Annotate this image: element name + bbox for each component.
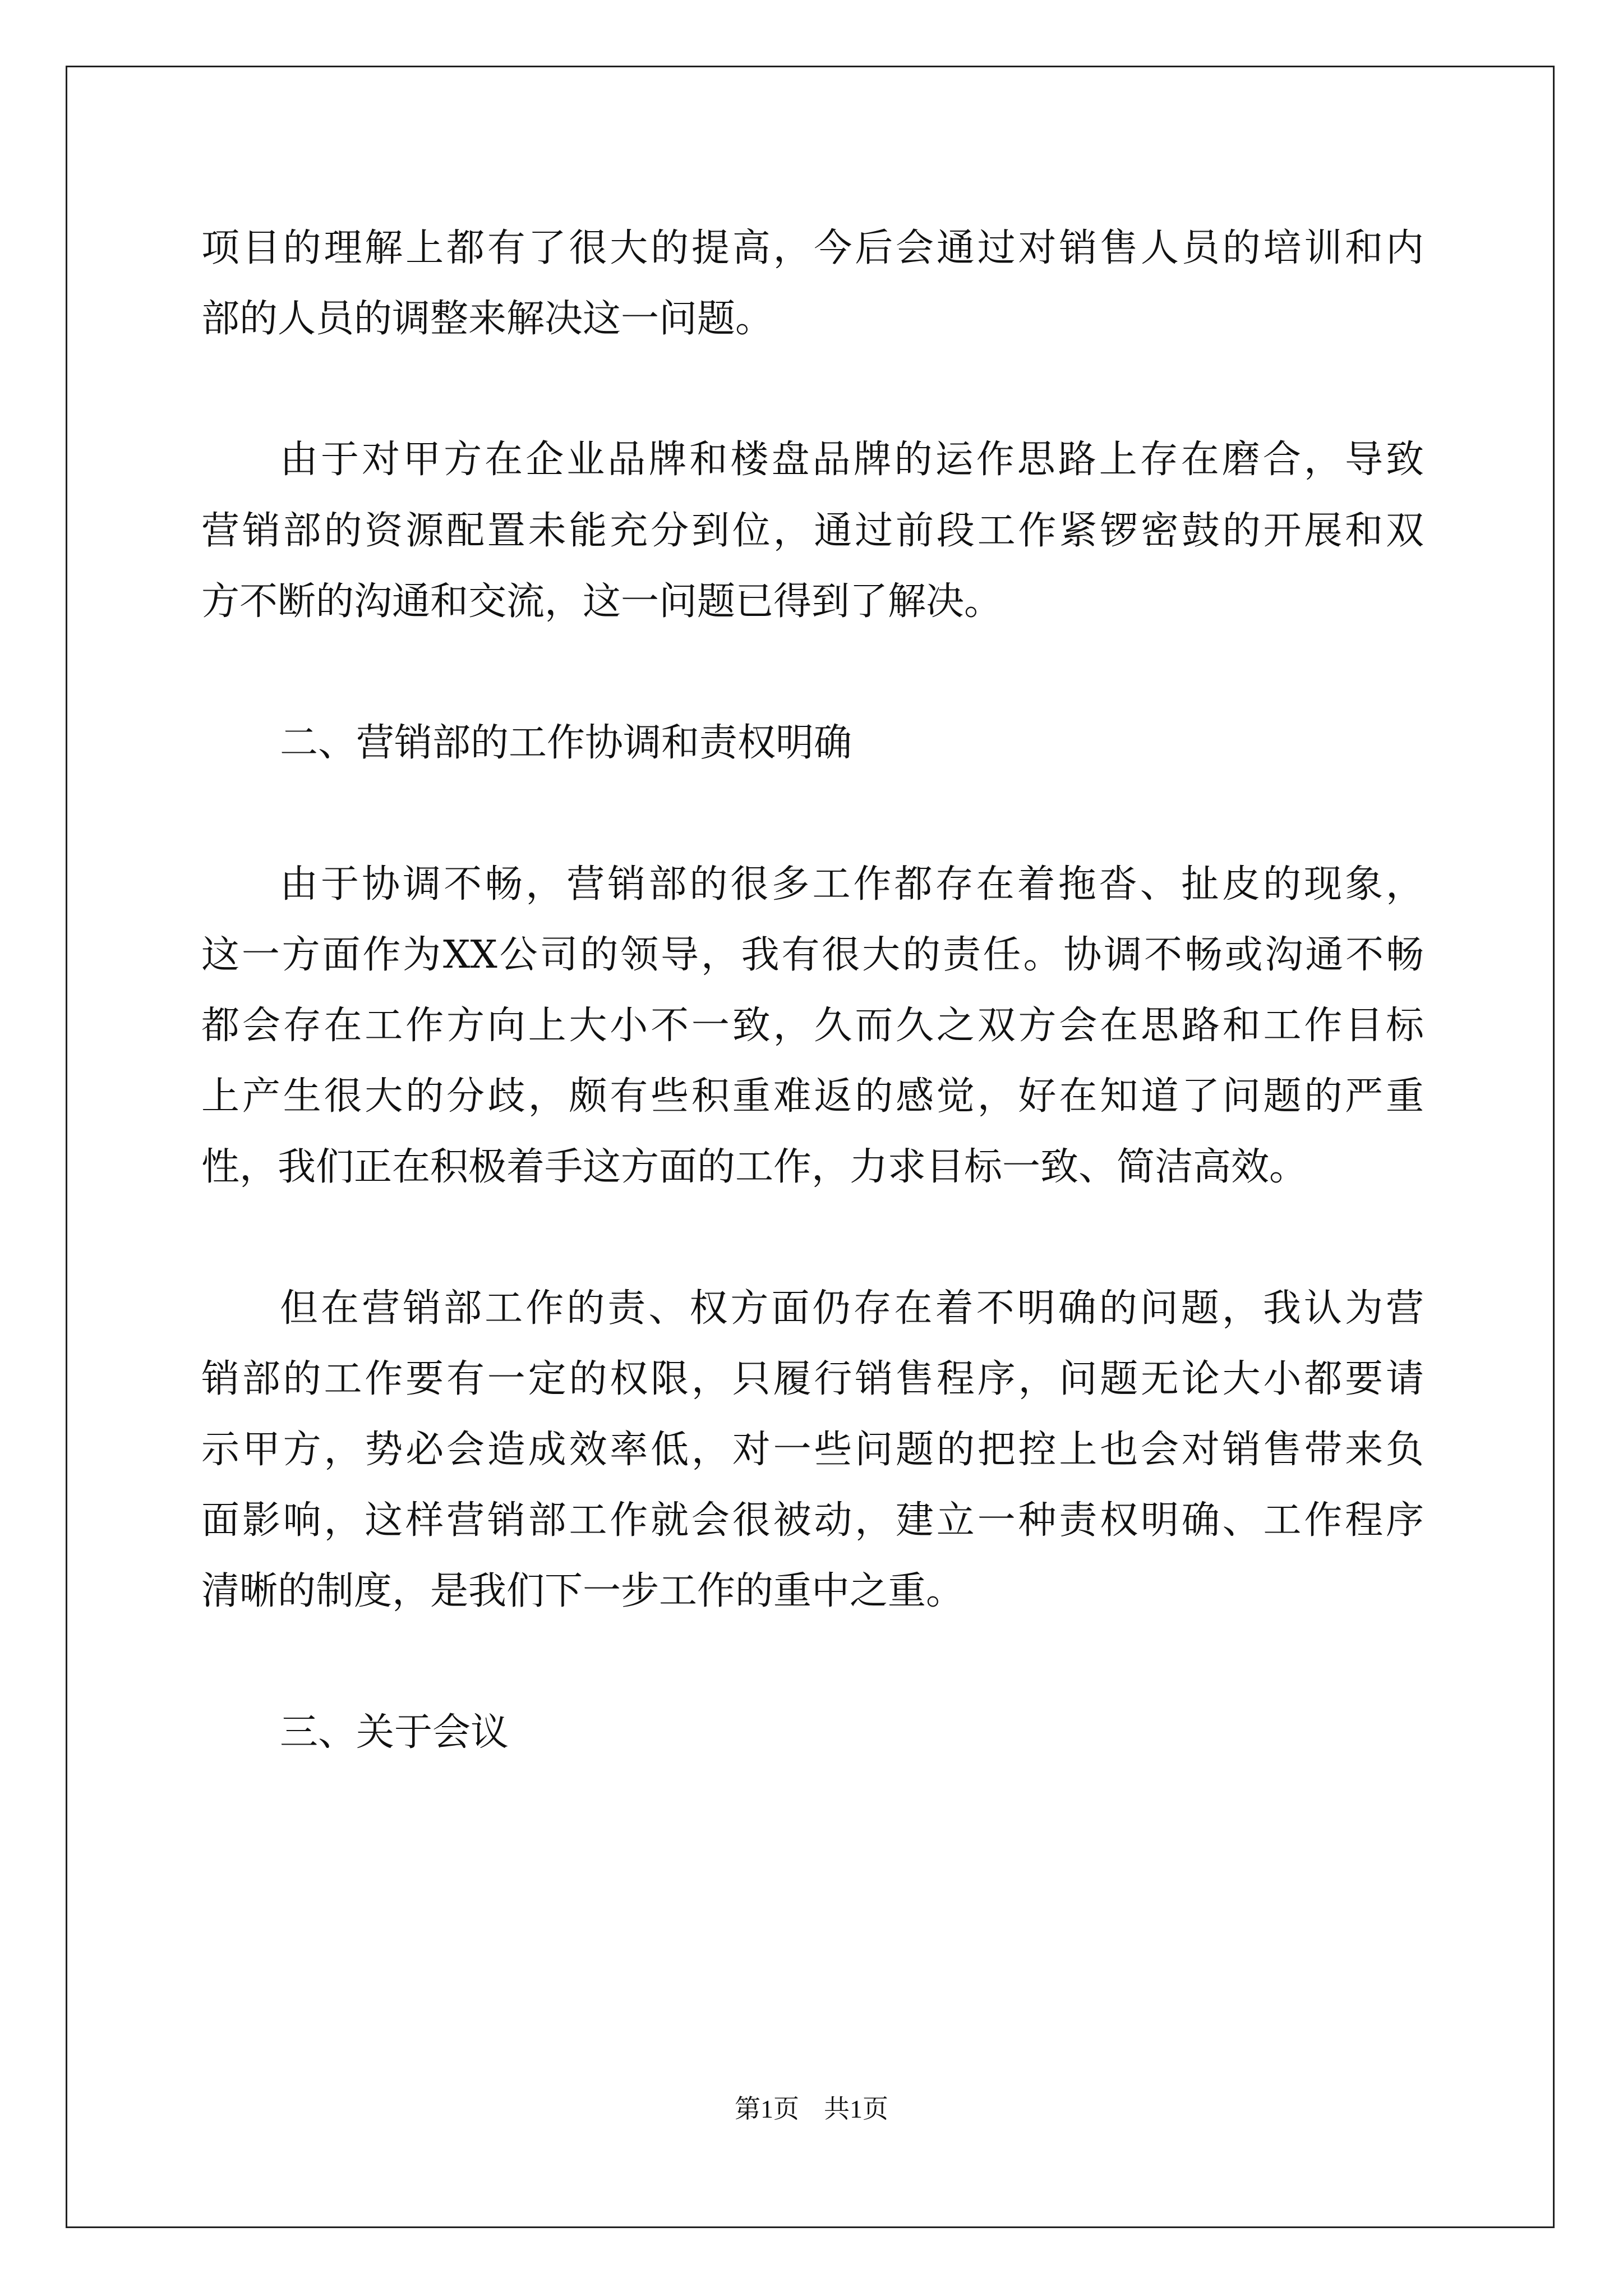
- paragraph-line: 性，我们正在积极着手这方面的工作，力求目标一致、简洁高效。: [201, 1145, 1308, 1189]
- paragraph-line: 部的人员的调整来解决这一问题。: [201, 297, 774, 341]
- paragraph-line: 由于对甲方在企业品牌和楼盘品牌的运作思路上存在磨合，导致: [280, 438, 1424, 482]
- paragraph-line: 面影响，这样营销部工作就会很被动，建立一种责权明确、工作程序: [201, 1498, 1424, 1543]
- section-heading: 二、营销部的工作协调和责权明确: [280, 721, 852, 765]
- paragraph-line: 方不断的沟通和交流，这一问题已得到了解决。: [201, 579, 1003, 624]
- page-number: 第1页: [735, 2095, 799, 2123]
- paragraph-line: 营销部的资源配置未能充分到位，通过前段工作紧锣密鼓的开展和双: [201, 509, 1424, 553]
- paragraph-line: 示甲方，势必会造成效率低，对一些问题的把控上也会对销售带来负: [201, 1428, 1424, 1472]
- paragraph-line: 上产生很大的分歧，颇有些积重难返的感觉，好在知道了问题的严重: [201, 1074, 1424, 1119]
- paragraph-line: 这一方面作为XX公司的领导，我有很大的责任。协调不畅或沟通不畅: [201, 933, 1424, 977]
- paragraph-line: 但在营销部工作的责、权方面仍存在着不明确的问题，我认为营: [280, 1286, 1424, 1331]
- paragraph-line: 由于协调不畅，营销部的很多工作都存在着拖沓、扯皮的现象，: [280, 862, 1424, 907]
- page-footer: [0, 2092, 1623, 2126]
- page-total: 共1页: [824, 2095, 888, 2123]
- section-heading: 三、关于会议: [280, 1710, 509, 1755]
- paragraph-line: 都会存在工作方向上大小不一致，久而久之双方会在思路和工作目标: [201, 1004, 1424, 1048]
- paragraph-line: 销部的工作要有一定的权限，只履行销售程序，问题无论大小都要请: [201, 1357, 1424, 1401]
- paragraph-line: 清晰的制度，是我们下一步工作的重中之重。: [201, 1569, 965, 1613]
- paragraph-line: 项目的理解上都有了很大的提高，今后会通过对销售人员的培训和内: [201, 226, 1424, 270]
